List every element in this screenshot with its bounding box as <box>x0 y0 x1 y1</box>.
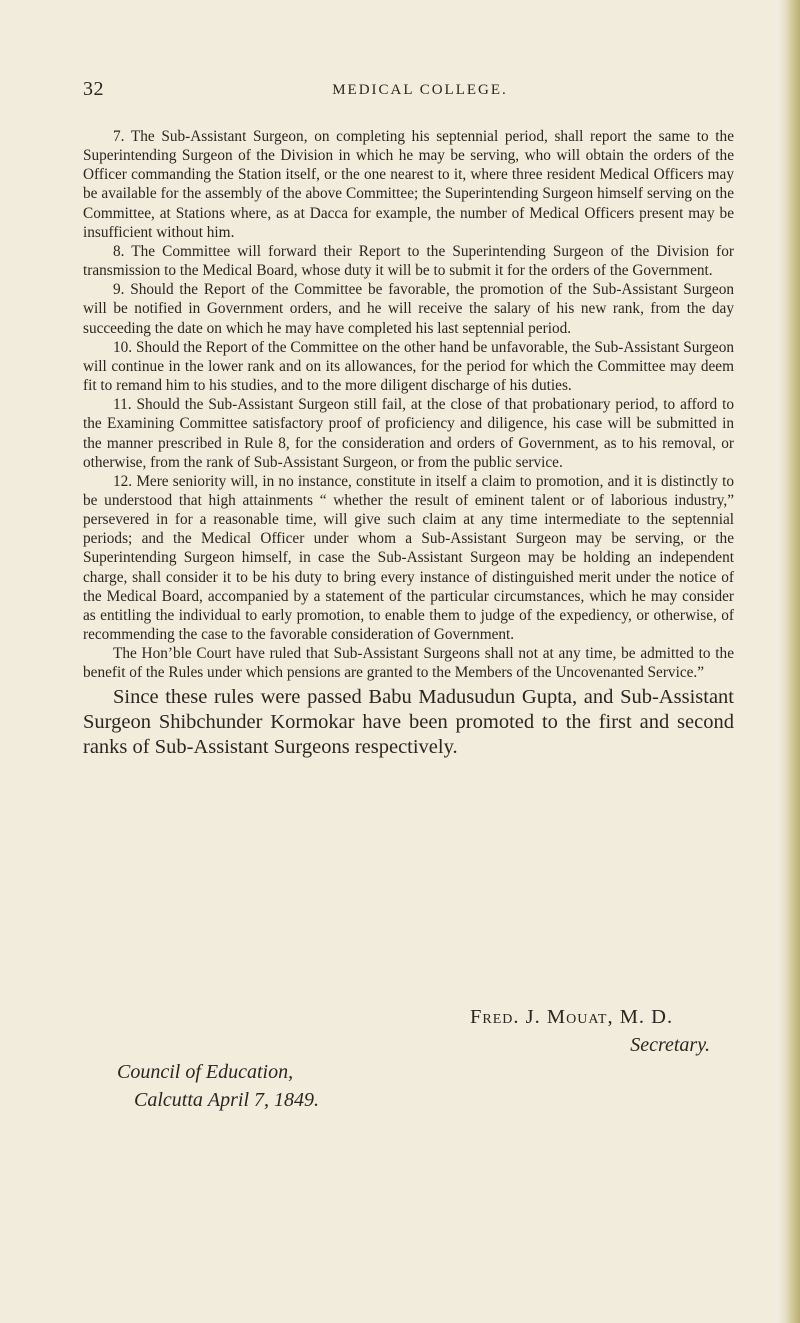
dateline-place: Calcutta <box>134 1089 203 1111</box>
paragraph-rule-12: 12. Mere seniority will, in no instance, constitute in itself a claim to promotion, and it is distinctly to be understood that high attainments “ whether the result of eminent talent or of laborious industry,” persevered in for a reasonable time, will give such claim at any time intermediate to the septennial periods; and the Medical Officer under whom a Sub-Assistant Surgeon may be serving, or the Superintending Surgeon himself, in case the Sub-Assistant Surgeon may be holding an independent charge, shall consider it to be his duty to bring every instance of distinguished merit under the notice of the Medical Board, accompanied by a statement of the particular circumstances, which he may consider as entitling the individual to early promotion, to enable them to judge of the expediency, or otherwise, of recommending the case to the favorable consideration of Government. <box>83 472 734 644</box>
page-edge-shadow <box>778 0 800 1323</box>
paragraph-rule-8: 8. The Committee will forward their Report to the Superintending Surgeon of the Division for transmission to the Medical Board, whose duty it will be to submit it for the orders of the Government. <box>83 242 734 280</box>
paragraph-rule-9: 9. Should the Report of the Committee be favorable, the promotion of the Sub-Assistant Surgeon will be notified in Government orders, and he will receive the salary of his new rank, from the day succeeding the date on which he may have completed his last septennial period. <box>83 281 734 337</box>
page-number: 32 <box>83 78 104 100</box>
paragraph-rule-11: 11. Should the Sub-Assistant Surgeon still fail, at the close of that probationary period, to afford to the Examining Committee satisfactory proof of proficiency and diligence, his case will be submitted in the manner prescribed in Rule 8, for the consideration and orders of Government, as to his removal, or otherwise, from the rank of Sub-Assistant Surgeon, or from the public service. <box>83 396 734 471</box>
dateline-place-date <box>134 1089 319 1112</box>
closing-paragraph: Since these rules were passed Babu Madusudun Gupta, and Sub-Assistant Surgeon Shibchunder Kormokar have been promoted to the first and second ranks of Sub-Assistant Surgeons respectively. <box>83 685 734 758</box>
dateline-date: April 7, 1849. <box>207 1089 320 1111</box>
paragraph-rule-10: 10. Should the Report of the Committee on the other hand be unfavorable, the Sub-Assistant Surgeon will continue in the lower rank and on its allowances, for the period for which the Committee may deem fit to remand him to his studies, and to the more diligent discharge of his duties. <box>83 338 734 395</box>
dateline-body: Council of Education, <box>117 1061 294 1083</box>
signature-title: Secretary. <box>630 1034 710 1056</box>
running-head: MEDICAL COLLEGE. <box>332 82 508 98</box>
paragraph-court-ruling: The Hon’ble Court have ruled that Sub-Assistant Surgeons shall not at any time, be admitted to the benefit of the Rules under which pensions are granted to the Members of the Uncovenanted Service.” <box>83 645 734 682</box>
paragraph-rule-7: 7. The Sub-Assistant Surgeon, on completing his septennial period, shall report the same to the Superintending Surgeon of the Division in which he may be serving, who will obtain the orders of the Officer commanding the Station itself, or the one nearest to it, where three resident Medical Officers may be available for the assembly of the above Committee; the Superintending Surgeon himself serving on the Committee, at Stations where, as at Dacca for example, the number of Medical Officers present may be insufficient without him. <box>83 128 734 241</box>
signature-name: Fred. J. Mouat, M. D. <box>470 1006 674 1028</box>
body-text <box>83 127 734 760</box>
